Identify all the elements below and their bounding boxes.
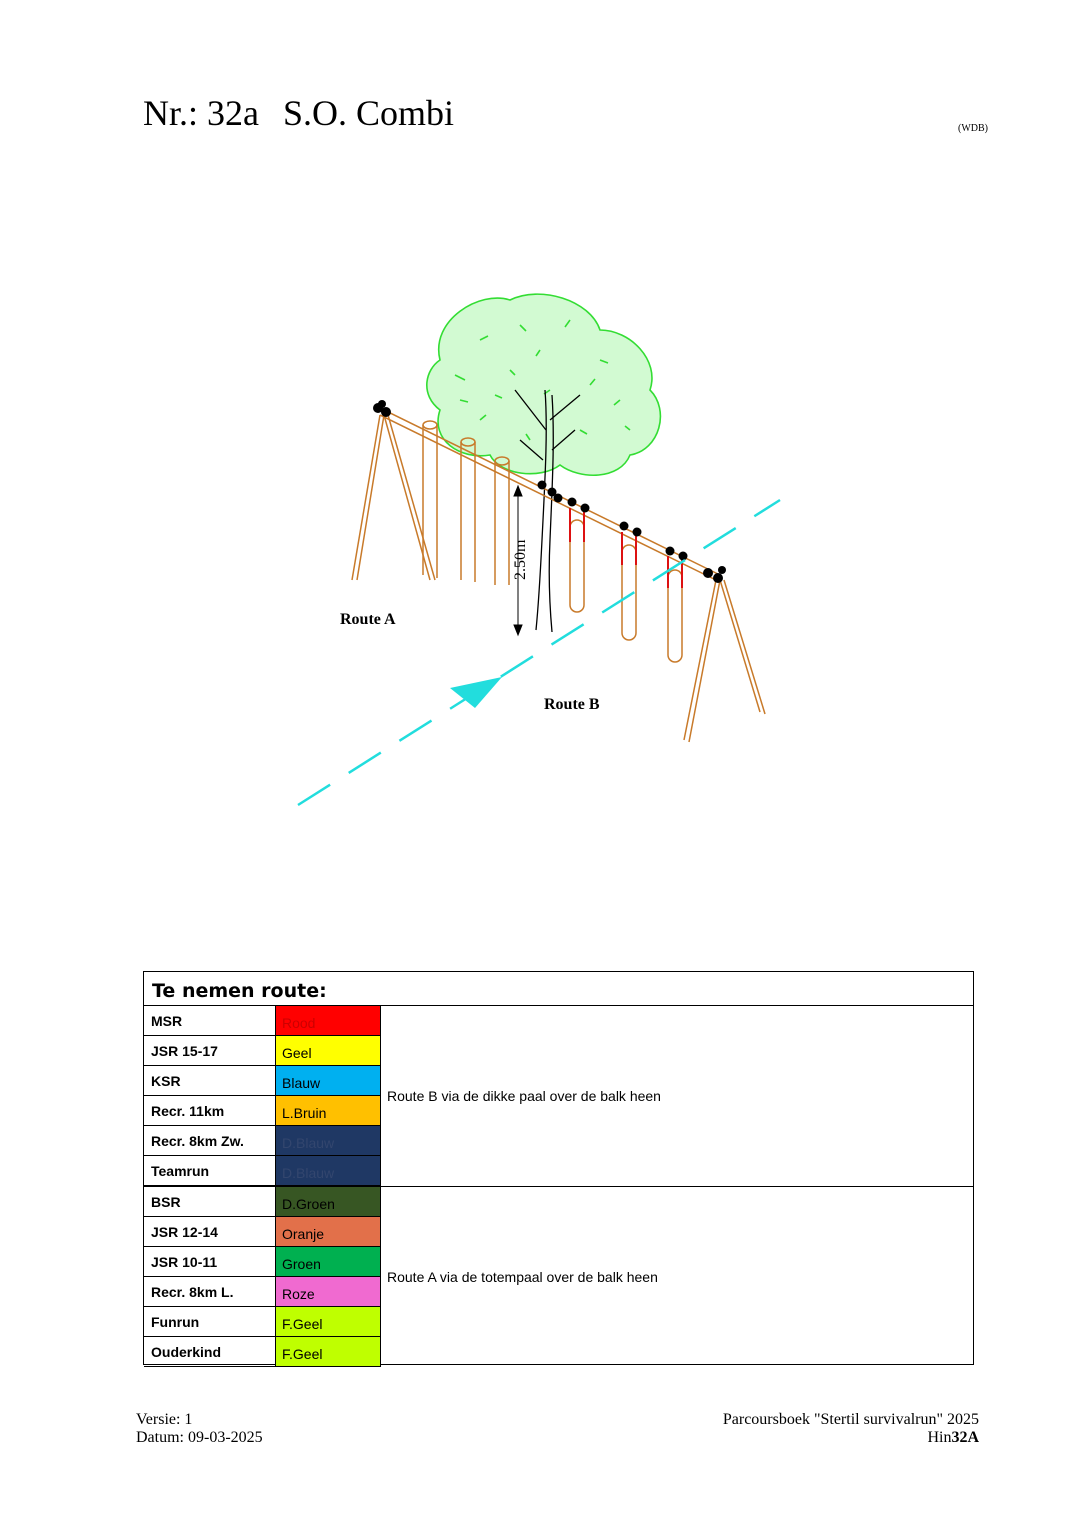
category-name: KSR <box>144 1066 276 1096</box>
footer-left <box>136 1411 263 1447</box>
route-color: Blauw <box>276 1066 381 1096</box>
route-group <box>144 1187 973 1367</box>
route-table <box>143 971 974 1365</box>
route-color: D.Blauw <box>276 1156 381 1186</box>
category-name: Ouderkind <box>144 1337 276 1367</box>
date-text: Datum: 09-03-2025 <box>136 1429 263 1446</box>
category-name: Recr. 8km Zw. <box>144 1126 276 1156</box>
book-title: Parcoursboek "Stertil survivalrun" 2025 <box>722 1411 979 1428</box>
footer-right <box>723 1411 979 1447</box>
height-label: 2.50m <box>512 539 529 580</box>
route-color: F.Geel <box>276 1307 381 1337</box>
route-color: Oranje <box>276 1217 381 1247</box>
obstacle-number: Nr.: 32a <box>143 93 259 133</box>
route-b-label: Route B <box>544 696 600 713</box>
route-color: F.Geel <box>276 1337 381 1367</box>
category-name: JSR 12-14 <box>144 1217 276 1247</box>
route-description: Route B via de dikke paal over de balk heen <box>387 1088 661 1104</box>
route-color: Rood <box>276 1006 381 1036</box>
route-color: D.Groen <box>276 1187 381 1217</box>
category-name: Funrun <box>144 1307 276 1337</box>
category-name: JSR 15-17 <box>144 1036 276 1066</box>
page-title <box>143 92 454 134</box>
category-name: JSR 10-11 <box>144 1247 276 1277</box>
route-group <box>144 1006 973 1187</box>
version-text: Versie: 1 <box>136 1411 193 1428</box>
category-name: BSR <box>144 1187 276 1217</box>
route-color: D.Blauw <box>276 1126 381 1156</box>
obstacle-drawing <box>280 280 800 820</box>
route-color: Groen <box>276 1247 381 1277</box>
route-color: L.Bruin <box>276 1096 381 1126</box>
route-table-heading: Te nemen route: <box>144 972 973 1006</box>
route-color: Geel <box>276 1036 381 1066</box>
page-code: 32A <box>951 1429 979 1446</box>
category-name: Teamrun <box>144 1156 276 1186</box>
route-description: Route A via de totempaal over de balk heen <box>387 1269 658 1285</box>
page-prefix: Hin <box>927 1429 952 1446</box>
route-line <box>298 500 780 805</box>
category-name: Recr. 11km <box>144 1096 276 1126</box>
height-dimension <box>512 486 529 635</box>
route-color: Roze <box>276 1277 381 1307</box>
author-code: (WDB) <box>958 123 988 134</box>
category-name: Recr. 8km L. <box>144 1277 276 1307</box>
category-name: MSR <box>144 1006 276 1036</box>
route-a-label: Route A <box>340 611 396 628</box>
obstacle-name: S.O. Combi <box>282 93 455 133</box>
page-ref <box>723 1429 979 1447</box>
